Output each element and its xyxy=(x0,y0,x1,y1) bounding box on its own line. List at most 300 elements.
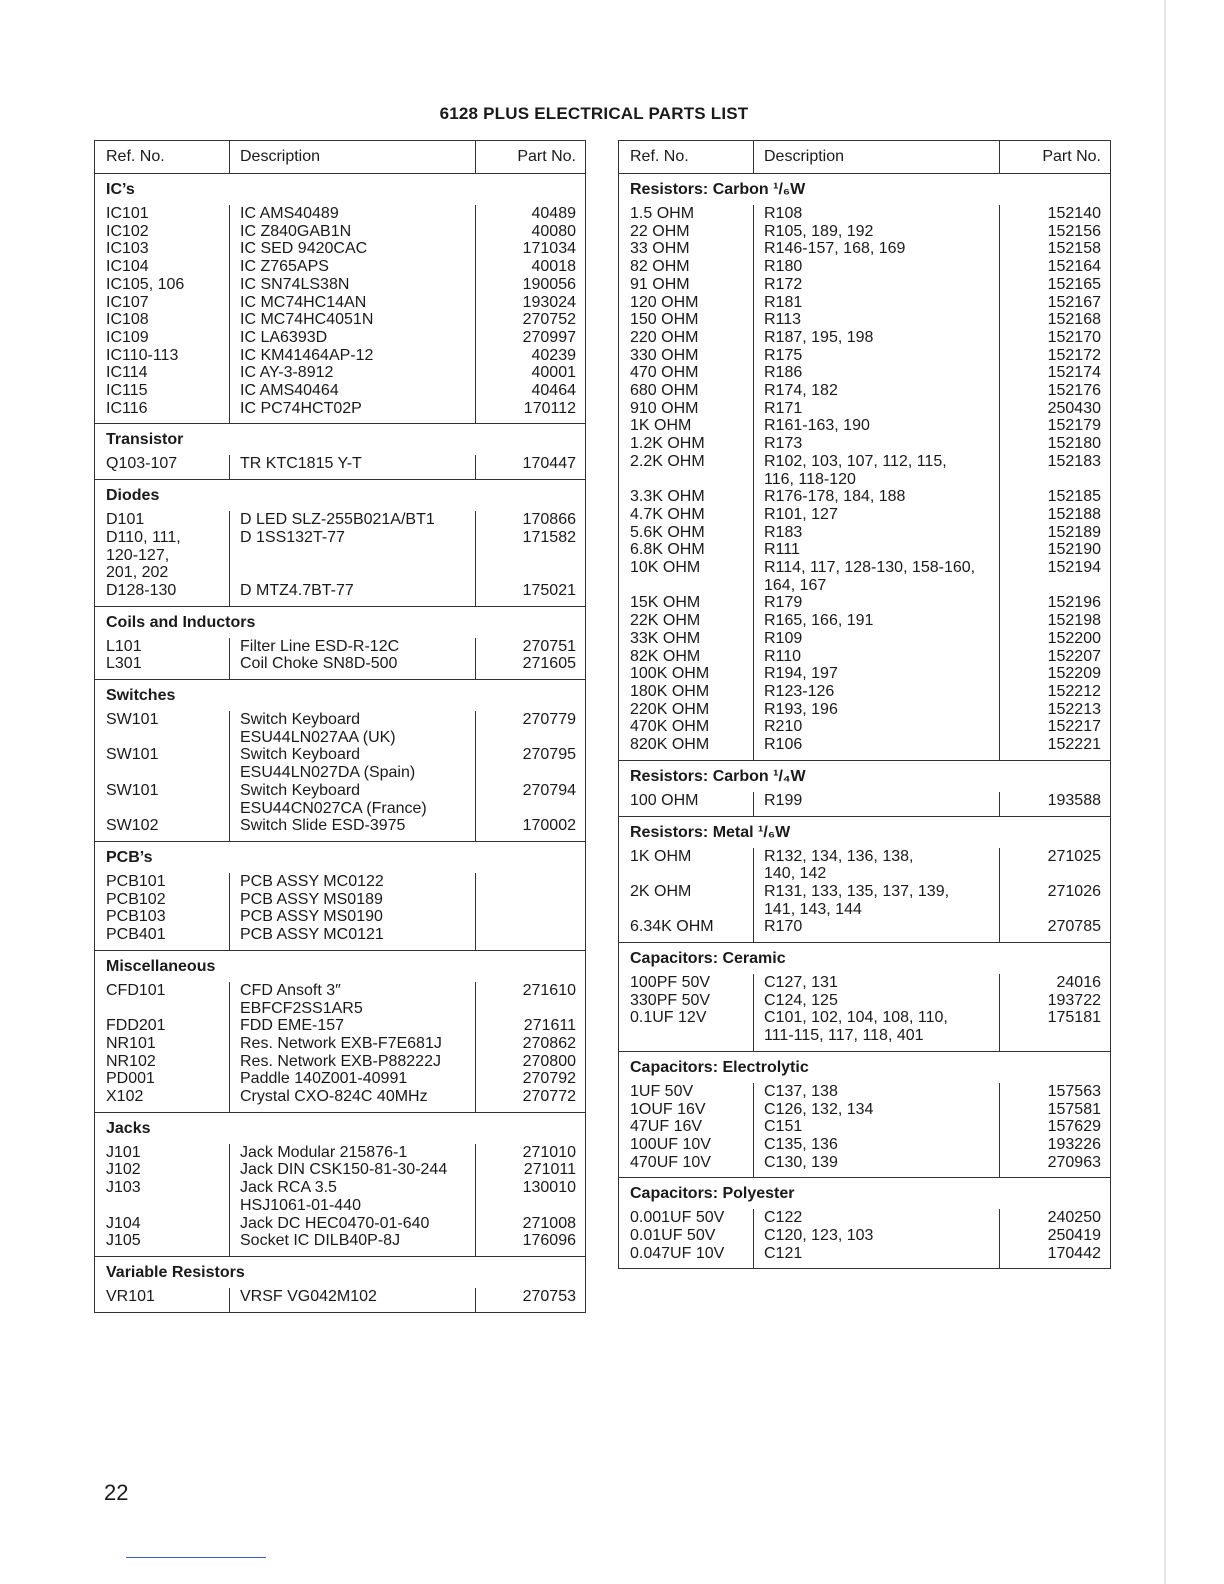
table-row xyxy=(619,630,1110,648)
part-no-cell: 270772 xyxy=(475,1088,585,1106)
description-cell: Filter Line ESD-R-12C xyxy=(229,638,475,656)
spacer-cell xyxy=(229,600,475,606)
table-row xyxy=(95,746,585,781)
ref-cell: J104 xyxy=(106,1214,141,1232)
ref-cell: 820K OHM xyxy=(630,736,710,754)
table-row xyxy=(619,1136,1110,1154)
part-no-cell: 152168 xyxy=(999,311,1110,329)
part-no-cell: 271026 xyxy=(999,883,1110,918)
description-cell: TR KTC1815 Y-T xyxy=(229,455,475,473)
part-no-cell: 130010 xyxy=(475,1179,585,1214)
spacer-cell xyxy=(95,835,229,841)
part-no-cell: 152221 xyxy=(999,736,1110,754)
ref-cell: 220 OHM xyxy=(630,328,699,346)
part-no-cell: 24016 xyxy=(999,974,1110,992)
ref-cell: 22 OHM xyxy=(630,222,690,240)
description-cell: R161-163, 190 xyxy=(753,417,999,435)
description-cell: IC Z765APS xyxy=(229,258,475,276)
part-no-cell: 271025 xyxy=(999,848,1110,883)
description-cell: R210 xyxy=(753,718,999,736)
description-cell: IC Z840GAB1N xyxy=(229,223,475,241)
section-title: Transistor xyxy=(106,431,184,449)
ref-cell: 0.047UF 10V xyxy=(630,1244,725,1262)
table-row xyxy=(619,329,1110,347)
ref-cell: 0.01UF 50V xyxy=(630,1227,716,1245)
part-no-cell: 152198 xyxy=(999,612,1110,630)
section-title: Jacks xyxy=(106,1119,151,1137)
ref-cell: 100PF 50V xyxy=(630,974,711,992)
description-cell: R170 xyxy=(753,918,999,936)
table-row xyxy=(95,529,585,582)
ref-cell: SW101 xyxy=(106,711,159,729)
row-spacer xyxy=(95,1106,585,1112)
description-cell: C120, 123, 103 xyxy=(753,1227,999,1245)
ref-cell: SW102 xyxy=(106,817,159,835)
part-no-cell: 152156 xyxy=(999,223,1110,241)
part-no-cell: 157581 xyxy=(999,1101,1110,1119)
table-row xyxy=(95,223,585,241)
description-cell: R181 xyxy=(753,294,999,312)
spacer-cell xyxy=(229,473,475,479)
description-cell: Coil Choke SN8D-500 xyxy=(229,655,475,673)
part-no-cell xyxy=(475,908,585,926)
spacer-cell xyxy=(475,673,585,679)
part-no-cell xyxy=(475,873,585,891)
ref-cell: 91 OHM xyxy=(630,275,690,293)
spacer-cell xyxy=(475,600,585,606)
page-edge xyxy=(1164,0,1166,1584)
spacer-cell xyxy=(475,835,585,841)
description-cell: PCB ASSY MS0189 xyxy=(229,891,475,909)
description-cell: C126, 132, 134 xyxy=(753,1101,999,1119)
part-no-cell: 193722 xyxy=(999,992,1110,1010)
part-no-cell: 152174 xyxy=(999,364,1110,382)
part-no-cell xyxy=(475,891,585,909)
row-spacer xyxy=(95,473,585,479)
description-cell: Switch Slide ESD-3975 xyxy=(229,817,475,835)
table-row xyxy=(619,400,1110,418)
spacer-cell xyxy=(475,417,585,423)
description-cell: R132, 134, 136, 138, 140, 142 xyxy=(753,848,999,883)
header-description: Description xyxy=(753,141,999,173)
ref-cell: 82 OHM xyxy=(630,258,690,276)
parts-section xyxy=(95,174,585,424)
part-no-cell: 152194 xyxy=(999,559,1110,594)
page-title: 6128 PLUS ELECTRICAL PARTS LIST xyxy=(439,104,749,123)
ref-cell: IC101 xyxy=(106,205,149,222)
spacer-cell xyxy=(753,936,999,942)
table-header xyxy=(619,141,1110,174)
part-no-cell: 250419 xyxy=(999,1227,1110,1245)
table-row xyxy=(619,883,1110,918)
spacer-cell xyxy=(95,1106,229,1112)
table-row xyxy=(95,891,585,909)
description-cell: R110 xyxy=(753,648,999,666)
table-row xyxy=(619,718,1110,736)
section-title: Capacitors: Ceramic xyxy=(630,950,786,968)
part-no-cell: 152189 xyxy=(999,524,1110,542)
parts-section xyxy=(619,1178,1110,1268)
table-row xyxy=(95,329,585,347)
spacer-cell xyxy=(753,754,999,760)
description-cell: D LED SLZ-255B021A/BT1 xyxy=(229,511,475,529)
part-no-cell: 176096 xyxy=(475,1232,585,1250)
part-no-cell: 271010 xyxy=(475,1144,585,1162)
ref-cell: 22K OHM xyxy=(630,612,701,630)
parts-section xyxy=(95,1113,585,1257)
description-cell: Crystal CXO-824C 40MHz xyxy=(229,1088,475,1106)
description-cell: C127, 131 xyxy=(753,974,999,992)
part-no-cell: 40018 xyxy=(475,258,585,276)
table-row xyxy=(619,701,1110,719)
description-cell: R114, 117, 128-130, 158-160, 164, 167 xyxy=(753,559,999,594)
description-cell: C122 xyxy=(753,1209,999,1227)
section-rows xyxy=(619,205,1110,760)
section-title: Capacitors: Polyester xyxy=(630,1185,795,1203)
description-cell: PCB ASSY MC0122 xyxy=(229,873,475,891)
spacer-cell xyxy=(95,944,229,950)
section-title: IC’s xyxy=(106,181,135,198)
ref-cell: J102 xyxy=(106,1161,141,1179)
description-cell: IC SED 9420CAC xyxy=(229,240,475,258)
spacer-cell xyxy=(95,673,229,679)
spacer-cell xyxy=(95,417,229,423)
table-row xyxy=(619,683,1110,701)
parts-table-left xyxy=(94,140,586,1313)
description-cell: C130, 139 xyxy=(753,1154,999,1172)
spacer-cell xyxy=(229,1250,475,1256)
ref-cell: 47UF 16V xyxy=(630,1118,703,1136)
row-spacer xyxy=(619,810,1110,816)
table-row xyxy=(95,711,585,746)
part-no-cell: 270751 xyxy=(475,638,585,656)
table-row xyxy=(619,665,1110,683)
ref-cell: 1.5 OHM xyxy=(630,205,695,222)
table-row xyxy=(619,918,1110,936)
ref-cell: D128-130 xyxy=(106,581,177,599)
part-no-cell: 152180 xyxy=(999,435,1110,453)
description-cell: D 1SS132T-77 xyxy=(229,529,475,582)
ref-cell: SW101 xyxy=(106,746,159,764)
description-cell: C135, 136 xyxy=(753,1136,999,1154)
ref-cell: 82K OHM xyxy=(630,647,701,665)
part-no-cell: 170002 xyxy=(475,817,585,835)
ref-cell: 100K OHM xyxy=(630,665,710,683)
ref-cell: 1K OHM xyxy=(630,847,692,865)
section-title: Variable Resistors xyxy=(106,1263,245,1281)
description-cell: PCB ASSY MS0190 xyxy=(229,908,475,926)
spacer-cell xyxy=(999,810,1110,816)
part-no-cell: 40080 xyxy=(475,223,585,241)
table-row xyxy=(619,541,1110,559)
ref-cell: 5.6K OHM xyxy=(630,523,705,541)
part-no-cell: 270963 xyxy=(999,1154,1110,1172)
section-rows xyxy=(95,511,585,606)
part-no-cell: 152196 xyxy=(999,594,1110,612)
spacer-cell xyxy=(753,1171,999,1177)
description-cell: R194, 197 xyxy=(753,665,999,683)
spacer-cell xyxy=(753,1045,999,1051)
part-no-cell: 170442 xyxy=(999,1245,1110,1263)
section-rows xyxy=(95,982,585,1112)
row-spacer xyxy=(95,1250,585,1256)
section-title: Resistors: Carbon ¹/₄W xyxy=(630,767,806,785)
ref-cell: CFD101 xyxy=(106,981,166,999)
spacer-cell xyxy=(619,1262,753,1268)
spacer-cell xyxy=(475,473,585,479)
table-row xyxy=(95,1017,585,1035)
section-title: Capacitors: Electrolytic xyxy=(630,1058,809,1076)
spacer-cell xyxy=(619,936,753,942)
part-no-cell: 175021 xyxy=(475,582,585,600)
section-rows xyxy=(619,848,1110,943)
table-row xyxy=(619,506,1110,524)
table-row xyxy=(619,294,1110,312)
table-row xyxy=(95,1053,585,1071)
ref-cell: PCB102 xyxy=(106,890,166,908)
ref-cell: 0.001UF 50V xyxy=(630,1209,725,1227)
spacer-cell xyxy=(229,1106,475,1112)
description-cell: R146-157, 168, 169 xyxy=(753,240,999,258)
spacer-cell xyxy=(95,473,229,479)
spacer-cell xyxy=(999,936,1110,942)
table-row xyxy=(95,240,585,258)
table-row xyxy=(619,223,1110,241)
ref-cell: IC108 xyxy=(106,311,149,329)
table-row xyxy=(95,782,585,817)
header-ref: Ref. No. xyxy=(630,148,689,165)
table-row xyxy=(95,873,585,891)
description-cell: D MTZ4.7BT-77 xyxy=(229,582,475,600)
spacer-cell xyxy=(999,754,1110,760)
description-cell: Switch Keyboard ESU44LN027DA (Spain) xyxy=(229,746,475,781)
ref-cell: X102 xyxy=(106,1088,144,1106)
row-spacer xyxy=(95,417,585,423)
ref-cell: PCB101 xyxy=(106,872,166,890)
ref-cell: IC103 xyxy=(106,240,149,258)
table-row xyxy=(619,1227,1110,1245)
table-row xyxy=(619,435,1110,453)
description-cell: Res. Network EXB-F7E681J xyxy=(229,1035,475,1053)
ref-cell: L101 xyxy=(106,637,142,655)
part-no-cell: 152207 xyxy=(999,648,1110,666)
section-rows xyxy=(619,974,1110,1051)
table-row xyxy=(95,455,585,473)
table-row xyxy=(95,258,585,276)
parts-section xyxy=(619,1052,1110,1179)
table-row xyxy=(619,1009,1110,1044)
part-no-cell: 240250 xyxy=(999,1209,1110,1227)
ref-cell: 15K OHM xyxy=(630,594,701,612)
header-ref: Ref. No. xyxy=(106,148,165,165)
description-cell: R113 xyxy=(753,311,999,329)
part-no-cell: 270997 xyxy=(475,329,585,347)
section-rows xyxy=(95,455,585,479)
description-cell: FDD EME-157 xyxy=(229,1017,475,1035)
ref-cell: 120 OHM xyxy=(630,293,699,311)
table-row xyxy=(619,205,1110,223)
description-cell: R111 xyxy=(753,541,999,559)
row-spacer xyxy=(95,1306,585,1312)
description-cell: R180 xyxy=(753,258,999,276)
description-cell: R109 xyxy=(753,630,999,648)
section-rows xyxy=(95,873,585,950)
ref-cell: VR101 xyxy=(106,1287,155,1305)
description-cell: IC KM41464AP-12 xyxy=(229,347,475,365)
section-rows xyxy=(95,205,585,423)
parts-section xyxy=(619,761,1110,817)
table-row xyxy=(619,992,1110,1010)
table-row xyxy=(95,347,585,365)
table-row xyxy=(95,294,585,312)
section-rows xyxy=(95,638,585,679)
description-cell: R199 xyxy=(753,792,999,810)
description-cell: R106 xyxy=(753,736,999,754)
description-cell: R187, 195, 198 xyxy=(753,329,999,347)
description-cell: R102, 103, 107, 112, 115, 116, 118-120 xyxy=(753,453,999,488)
description-cell: CFD Ansoft 3″ EBFCF2SS1AR5 xyxy=(229,982,475,1017)
description-cell: R108 xyxy=(753,205,999,223)
description-cell: IC AMS40489 xyxy=(229,205,475,223)
description-cell: R101, 127 xyxy=(753,506,999,524)
description-cell: C101, 102, 104, 108, 110, 111-115, 117, 118, 401 xyxy=(753,1009,999,1044)
part-no-cell: 152140 xyxy=(999,205,1110,223)
ref-cell: 470UF 10V xyxy=(630,1153,711,1171)
table-row xyxy=(619,559,1110,594)
part-no-cell: 270794 xyxy=(475,782,585,817)
ref-cell: D101 xyxy=(106,511,145,529)
part-no-cell: 270779 xyxy=(475,711,585,746)
part-no-cell: 171034 xyxy=(475,240,585,258)
ref-cell: 470K OHM xyxy=(630,718,710,736)
header-description: Description xyxy=(229,141,475,173)
part-no-cell: 170112 xyxy=(475,400,585,418)
table-row xyxy=(95,982,585,1017)
part-no-cell: 250430 xyxy=(999,400,1110,418)
description-cell: Socket IC DILB40P-8J xyxy=(229,1232,475,1250)
spacer-cell xyxy=(475,1106,585,1112)
table-row xyxy=(619,594,1110,612)
description-cell: R173 xyxy=(753,435,999,453)
description-cell: IC AMS40464 xyxy=(229,382,475,400)
part-no-cell: 270785 xyxy=(999,918,1110,936)
description-cell: C121 xyxy=(753,1245,999,1263)
ref-cell: 4.7K OHM xyxy=(630,505,705,523)
part-no-cell: 152185 xyxy=(999,488,1110,506)
table-row xyxy=(95,382,585,400)
table-row xyxy=(619,1118,1110,1136)
section-title: Resistors: Metal ¹/₆W xyxy=(630,823,791,841)
row-spacer xyxy=(95,600,585,606)
table-row xyxy=(619,382,1110,400)
table-row xyxy=(95,1035,585,1053)
left-table-body xyxy=(95,174,585,1312)
row-spacer xyxy=(95,673,585,679)
ref-cell: 150 OHM xyxy=(630,311,699,329)
description-cell: Jack DIN CSK150-81-30-244 xyxy=(229,1161,475,1179)
spacer-cell xyxy=(229,1306,475,1312)
table-row xyxy=(619,488,1110,506)
ref-cell: IC114 xyxy=(106,364,148,382)
part-no-cell: 152209 xyxy=(999,665,1110,683)
spacer-cell xyxy=(999,1045,1110,1051)
table-row xyxy=(95,817,585,835)
part-no-cell: 152176 xyxy=(999,382,1110,400)
table-row xyxy=(619,524,1110,542)
part-no-cell: 152217 xyxy=(999,718,1110,736)
ref-cell: FDD201 xyxy=(106,1017,166,1035)
spacer-cell xyxy=(475,1250,585,1256)
description-cell: IC MC74HC14AN xyxy=(229,294,475,312)
ref-cell: IC107 xyxy=(106,293,149,311)
ref-cell: IC110-113 xyxy=(106,346,179,364)
description-cell: IC SN74LS38N xyxy=(229,276,475,294)
part-no-cell: 193588 xyxy=(999,792,1110,810)
table-row xyxy=(619,347,1110,365)
table-row xyxy=(95,205,585,223)
description-cell: R123-126 xyxy=(753,683,999,701)
table-row xyxy=(95,908,585,926)
spacer-cell xyxy=(475,1306,585,1312)
ref-cell: 6.8K OHM xyxy=(630,541,705,559)
description-cell: R171 xyxy=(753,400,999,418)
parts-section xyxy=(95,1257,585,1312)
description-cell: Jack DC HEC0470-01-640 xyxy=(229,1215,475,1233)
description-cell: R174, 182 xyxy=(753,382,999,400)
description-cell: Res. Network EXB-P88222J xyxy=(229,1053,475,1071)
parts-section xyxy=(95,424,585,480)
part-no-cell: 152213 xyxy=(999,701,1110,719)
part-no-cell: 152167 xyxy=(999,294,1110,312)
parts-section xyxy=(619,174,1110,761)
description-cell: R165, 166, 191 xyxy=(753,612,999,630)
table-row xyxy=(95,511,585,529)
spacer-cell xyxy=(619,810,753,816)
section-rows xyxy=(619,1083,1110,1178)
parts-section xyxy=(619,817,1110,944)
table-row xyxy=(619,1209,1110,1227)
part-no-cell: 270862 xyxy=(475,1035,585,1053)
part-no-cell: 152164 xyxy=(999,258,1110,276)
part-no-cell: 152179 xyxy=(999,417,1110,435)
part-no-cell: 271008 xyxy=(475,1215,585,1233)
description-cell: R175 xyxy=(753,347,999,365)
table-row xyxy=(619,276,1110,294)
ref-cell: 1UF 50V xyxy=(630,1082,694,1100)
ref-cell: 180K OHM xyxy=(630,682,710,700)
section-rows xyxy=(619,1209,1110,1268)
section-rows xyxy=(95,711,585,841)
table-row xyxy=(95,276,585,294)
table-row xyxy=(619,848,1110,883)
part-no-cell: 175181 xyxy=(999,1009,1110,1044)
ref-cell: NR102 xyxy=(106,1052,156,1070)
part-no-cell: 271011 xyxy=(475,1161,585,1179)
header-part-no: Part No. xyxy=(475,141,585,173)
spacer-cell xyxy=(229,944,475,950)
header-part-no: Part No. xyxy=(999,141,1110,173)
table-row xyxy=(95,1179,585,1214)
table-row xyxy=(619,311,1110,329)
parts-table-right xyxy=(618,140,1111,1269)
table-row xyxy=(95,926,585,944)
table-header xyxy=(95,141,585,174)
spacer-cell xyxy=(999,1171,1110,1177)
part-no-cell: 152200 xyxy=(999,630,1110,648)
table-row xyxy=(95,400,585,418)
part-no-cell: 40464 xyxy=(475,382,585,400)
part-no-cell: 152190 xyxy=(999,541,1110,559)
